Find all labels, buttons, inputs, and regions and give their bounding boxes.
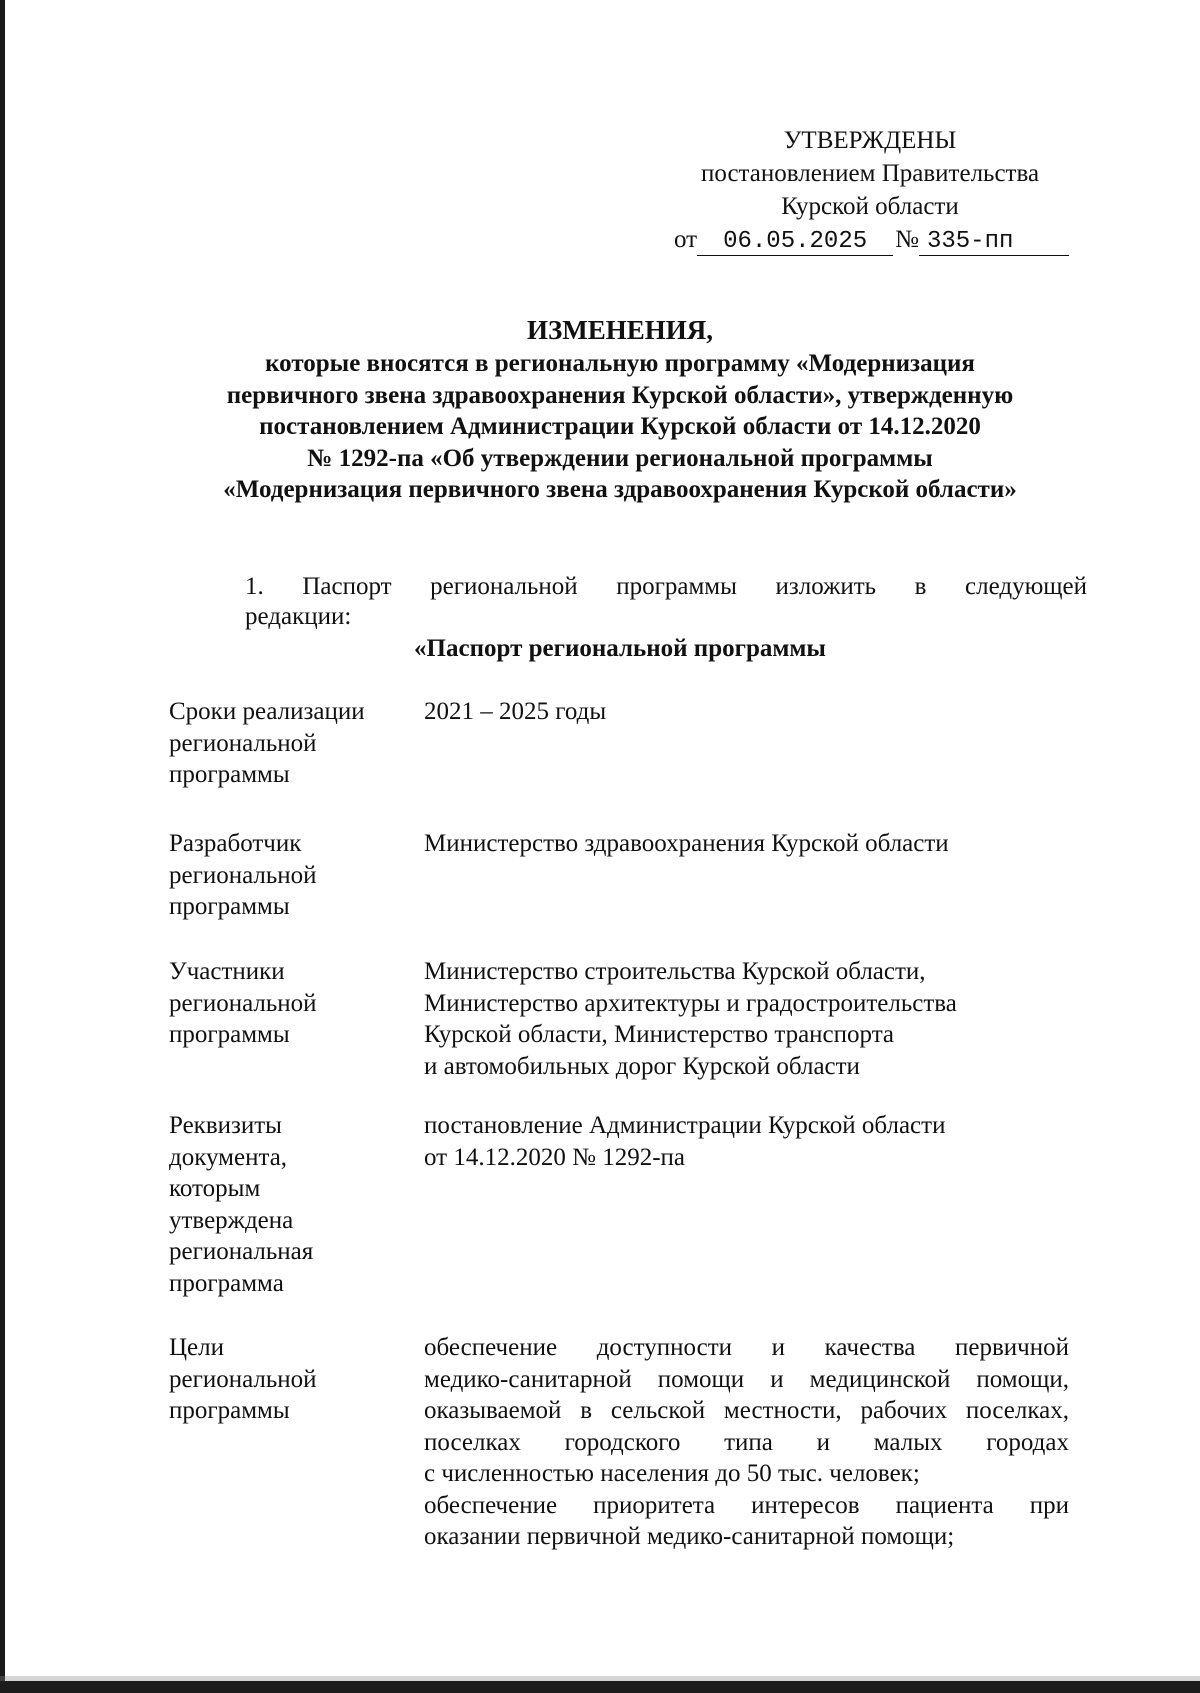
value-line: Министерство архитектуры и градостроительства <box>424 989 957 1017</box>
value-line: и автомобильных дорог Курской области <box>424 1052 860 1080</box>
approval-date-line <box>674 223 1080 256</box>
date-prefix: от <box>674 226 698 253</box>
value-line: оказываемой в сельской местности, рабочих поселках, <box>424 1397 1069 1424</box>
label-line: программы <box>169 1021 290 1048</box>
paragraph-1 <box>245 572 1087 632</box>
value-line: 2021 – 2025 годы <box>424 698 607 725</box>
approval-date: 06.05.2025 <box>697 229 893 256</box>
passport-value <box>424 696 1200 728</box>
title-main: ИЗМЕНЕНИЯ, <box>526 315 713 345</box>
passport-value <box>424 1110 1200 1173</box>
passport-label <box>169 956 409 1051</box>
label-line: Цели <box>169 1334 225 1361</box>
document-title <box>160 312 1080 506</box>
label-line: региональная <box>169 1238 314 1265</box>
label-line: региональной <box>169 729 317 757</box>
approval-block <box>660 124 1080 256</box>
label-line: которым <box>169 1175 261 1202</box>
passport-label <box>169 1110 409 1299</box>
approval-number: 335-пп <box>919 229 1069 256</box>
value-line: постановление Администрации Курской области <box>424 1112 946 1139</box>
title-line: № 1292-па «Об утверждении региональной программы <box>307 444 933 472</box>
passport-value <box>424 956 1200 1082</box>
scan-bottom-edge <box>0 1681 1200 1693</box>
passport-label <box>169 1332 409 1427</box>
label-line: программы <box>169 1397 290 1424</box>
title-line: постановлением Администрации Курской области от 14.12.2020 <box>259 413 981 440</box>
scan-left-edge <box>0 0 5 1693</box>
label-line: Участники <box>169 958 285 985</box>
label-line: программа <box>169 1269 284 1297</box>
value-line: оказании первичной медико-санитарной помощи; <box>424 1523 955 1550</box>
passport-heading: «Паспорт региональной программы <box>414 635 826 662</box>
label-line: программы <box>169 761 290 788</box>
value-line: обеспечение доступности и качества первичной <box>424 1334 1069 1361</box>
passport-label <box>169 828 409 923</box>
label-line: документа, <box>169 1143 288 1171</box>
label-line: региональной <box>169 989 317 1017</box>
approval-authority: постановлением Правительства <box>700 160 1040 187</box>
value-line: от 14.12.2020 № 1292-па <box>424 1143 685 1171</box>
label-line: Сроки реализации <box>169 698 365 725</box>
label-line: региональной <box>169 1365 317 1393</box>
label-line: региональной <box>169 861 317 889</box>
title-line: первичного звена здравоохранения Курской области», утвержденную <box>226 381 1014 409</box>
approval-region: Курской области <box>781 193 959 220</box>
number-sign: № <box>895 226 919 253</box>
label-line: Разработчик <box>169 830 302 857</box>
value-line: с численностью населения до 50 тыс. человек; <box>424 1460 920 1487</box>
label-line: программы <box>169 893 290 920</box>
paragraph-1-line: 1. Паспорт региональной программы изложить в следующей <box>245 573 1087 600</box>
passport-value <box>424 828 1200 860</box>
label-line: утверждена <box>169 1206 294 1234</box>
title-line: «Модернизация первичного звена здравоохранения Курской области» <box>223 476 1017 503</box>
value-line: обеспечение приоритета интересов пациента при <box>424 1491 1069 1519</box>
value-line: поселках городского типа и малых городах <box>424 1428 1069 1456</box>
value-line: Министерство здравоохранения Курской области <box>424 830 949 857</box>
value-line: Курской области, Министерство транспорта <box>424 1021 895 1048</box>
value-line: медико-санитарной помощи и медицинской помощи, <box>424 1365 1069 1393</box>
paragraph-1-line: редакции: <box>245 603 352 630</box>
value-line: Министерство строительства Курской области, <box>424 958 926 985</box>
approval-heading: УТВЕРЖДЕНЫ <box>783 127 957 154</box>
title-line: которые вносятся в региональную программу «Модернизация <box>265 350 975 377</box>
label-line: Реквизиты <box>169 1112 282 1139</box>
passport-value <box>424 1332 1069 1553</box>
passport-label <box>169 696 409 791</box>
